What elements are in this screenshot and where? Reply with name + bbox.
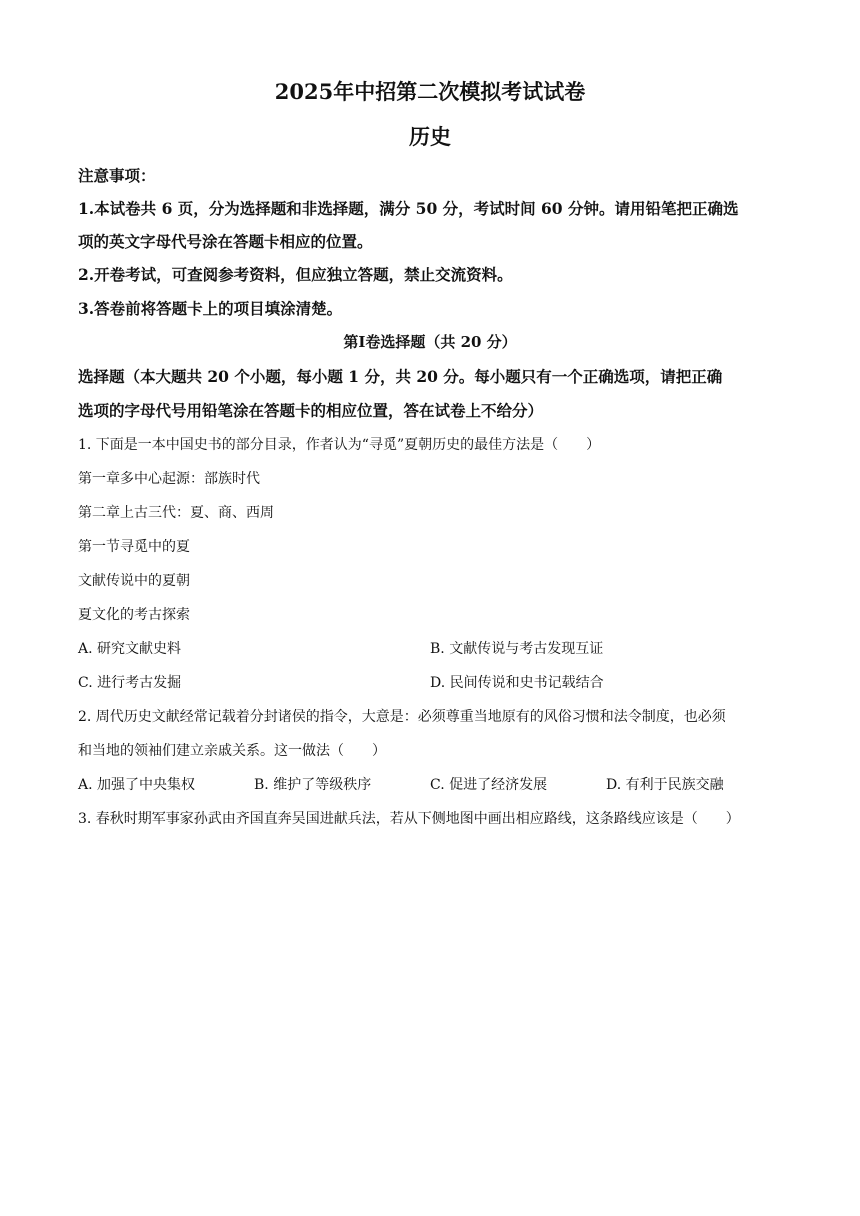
notice-heading: 注意事项： [78,166,156,185]
section-instruction-line-2: 选项的字母代号用铅笔涂在答题卡的相应位置，答在试卷上不给分） [78,401,544,420]
question-1-toc-item: 第一章多中心起源：部族时代 [78,471,260,487]
exam-subject: 历史 [409,124,451,149]
notice-item-1-line-1: 1.本试卷共 6 页，分为选择题和非选择题，满分 50 分，考试时间 60 分钟。请用铅笔把正确选 [78,199,739,218]
question-1-option-d: D. 民间传说和史书记载结合 [430,675,604,691]
question-1-stem: 1. 下面是一本中国史书的部分目录，作者认为“寻觅”夏朝历史的最佳方法是（ ） [78,437,601,453]
question-2-option-c: C. 促进了经济发展 [430,777,548,793]
exam-title: 2025年中招第二次模拟考试试卷 [274,79,586,104]
section-title: 第Ⅰ卷选择题（共 20 分） [343,333,517,351]
question-1-option-c: C. 进行考古发掘 [78,675,182,691]
question-2-option-a: A. 加强了中央集权 [78,777,196,793]
question-1-option-b: B. 文献传说与考古发现互证 [430,641,604,657]
question-1-toc-item: 文献传说中的夏朝 [78,573,190,589]
notice-item-3: 3.答卷前将答题卡上的项目填涂清楚。 [78,299,343,318]
question-1-option-a: A. 研究文献史料 [78,641,182,657]
section-instruction-line-1: 选择题（本大题共 20 个小题，每小题 1 分，共 20 分。每小题只有一个正确选项，请把正确 [78,367,723,386]
question-1-toc-item: 夏文化的考古探索 [78,607,190,623]
question-1-toc-item: 第一节寻觅中的夏 [78,539,190,555]
question-2-option-b: B. 维护了等级秩序 [254,777,372,793]
question-2-stem-line-2: 和当地的领袖们建立亲戚关系。这一做法（ ） [78,743,386,759]
notice-item-1-line-2: 项的英文字母代号涂在答题卡相应的位置。 [78,232,373,251]
question-2-stem-line-1: 2. 周代历史文献经常记载着分封诸侯的指令，大意是：必须尊重当地原有的风俗习惯和法令制度，也必须 [78,709,726,725]
notice-item-2: 2.开卷考试，可查阅参考资料，但应独立答题，禁止交流资料。 [78,265,513,284]
question-3-stem: 3. 春秋时期军事家孙武由齐国直奔吴国进献兵法，若从下侧地图中画出相应路线，这条路线应该是（ ） [78,811,740,827]
question-2-option-d: D. 有利于民族交融 [606,777,724,793]
question-1-toc-item: 第二章上古三代：夏、商、西周 [78,505,274,521]
